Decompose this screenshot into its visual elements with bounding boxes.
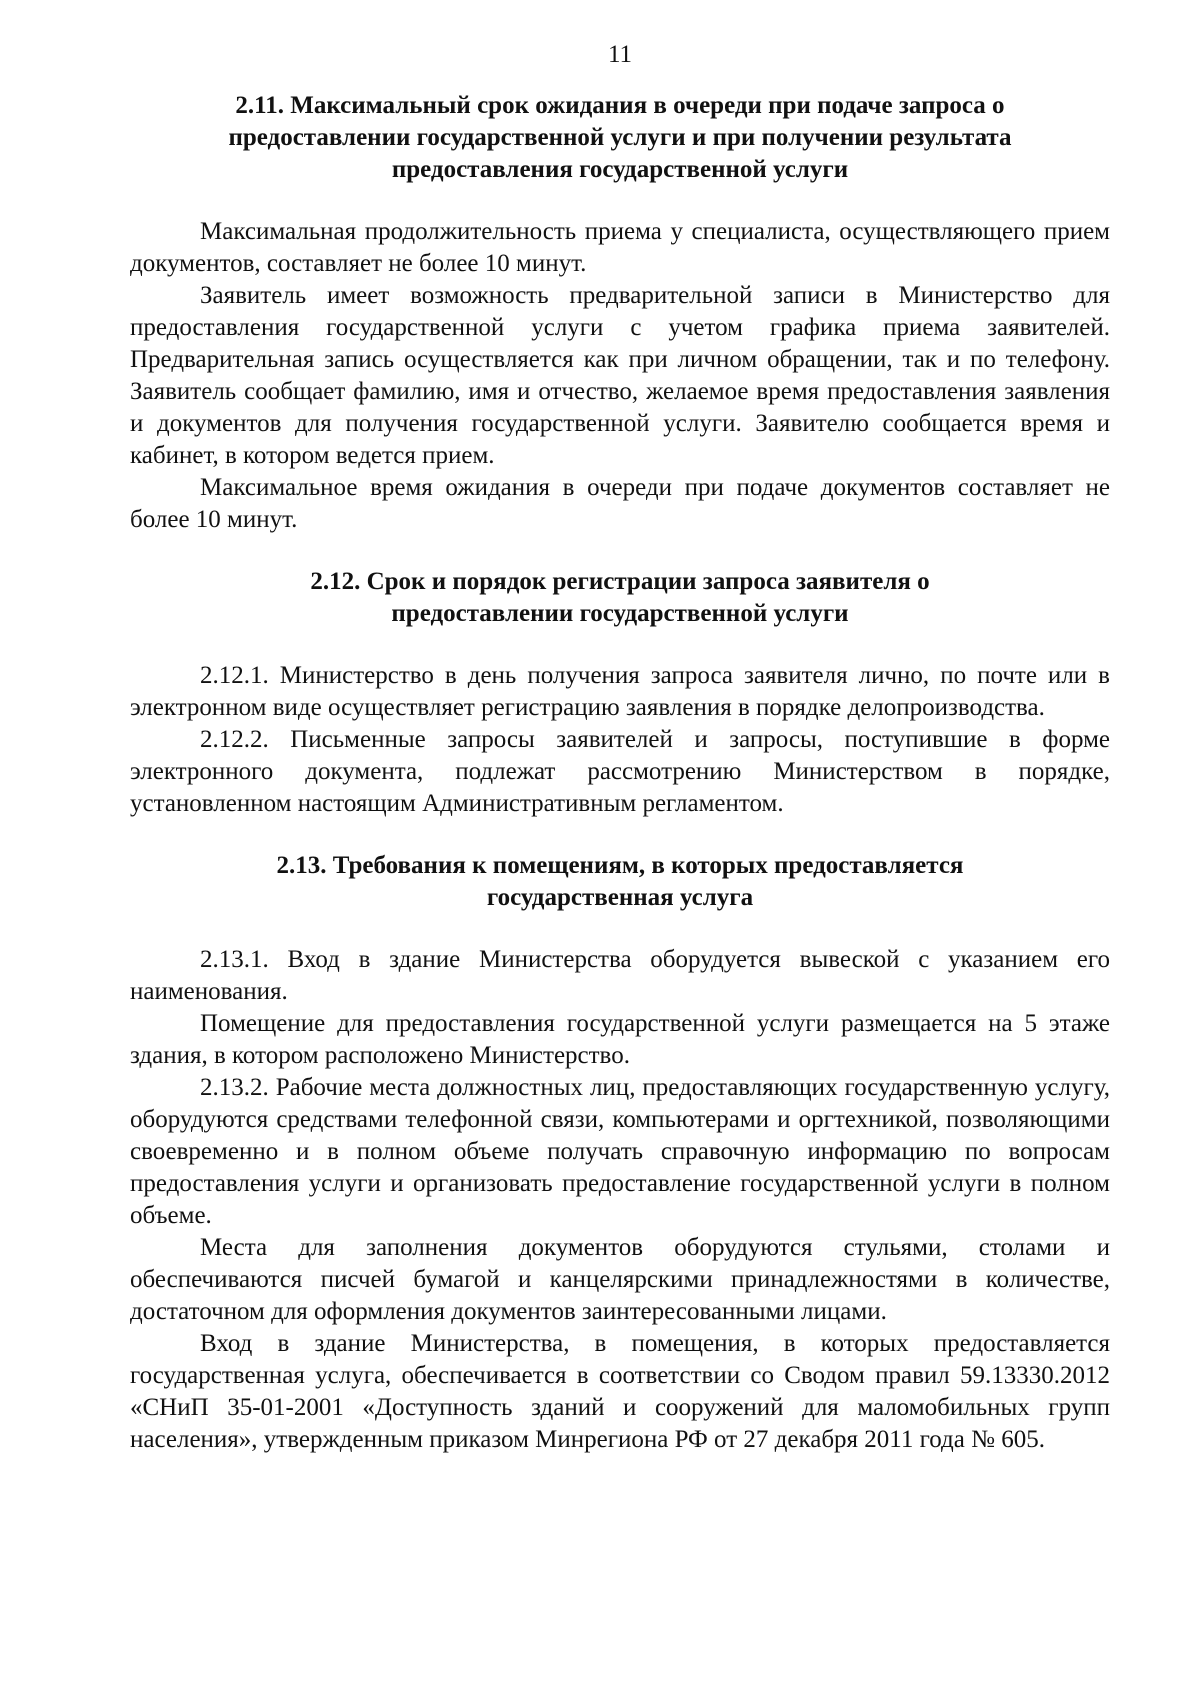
paragraph: Максимальная продолжительность приема у специалиста, осуществляющего прием документов, составляет не более 10 минут. [130, 218, 1110, 277]
heading-line: 2.13. Требования к помещениям, в которых предоставляется [276, 852, 964, 879]
section-2-12 [130, 566, 1110, 820]
paragraph: Вход в здание Министерства, в помещения, в которых предоставляется государственная услуга, обеспечивается в соответствии со Сводом правил 59.13330.2012 «СНиП 35-01-2001 «Доступность зданий и сооружений для маломобильных групп населения», утвержденным приказом Минрегиона РФ от 27 декабря 2011 года № 605. [130, 1330, 1110, 1453]
heading-line: 2.11. Максимальный срок ожидания в очереди при подаче запроса о [235, 92, 1005, 119]
paragraph: Заявитель имеет возможность предварительной записи в Министерство для предоставления государственной услуги с учетом графика приема заявителей. Предварительная запись осуществляется как при личном обращении, так и по телефону. Заявитель сообщает фамилию, имя и отчество, желаемое время предоставления заявления и документов для получения государственной услуги. Заявителю сообщается время и кабинет, в котором ведется прием. [130, 282, 1110, 469]
paragraph: 2.12.1. Министерство в день получения запроса заявителя лично, по почте или в электронном виде осуществляет регистрацию заявления в порядке делопроизводства. [130, 662, 1110, 721]
section-2-13 [130, 850, 1110, 1456]
section-2-11 [130, 90, 1110, 536]
paragraph: Максимальное время ожидания в очереди при подаче документов составляет не более 10 минут. [130, 474, 1110, 533]
heading-line: государственная услуга [486, 884, 754, 911]
page-number: 11 [607, 41, 633, 68]
paragraph: 2.13.2. Рабочие места должностных лиц, предоставляющих государственную услугу, оборудуются средствами телефонной связи, компьютерами и оргтехникой, позволяющими своевременно и в полном объеме получать справочную информацию по вопросам предоставления услуги и организовать предоставление государственной услуги в полном объеме. [130, 1074, 1110, 1229]
document-page [130, 40, 1110, 1486]
section-heading [130, 90, 1110, 186]
paragraph: Помещение для предоставления государственной услуги размещается на 5 этаже здания, в котором расположено Министерство. [130, 1010, 1110, 1069]
section-heading [130, 850, 1110, 914]
heading-line: предоставления государственной услуги [391, 156, 849, 183]
section-heading [130, 566, 1110, 630]
paragraph: 2.13.1. Вход в здание Министерства оборудуется вывеской с указанием его наименования. [130, 946, 1110, 1005]
heading-line: предоставлении государственной услуги [391, 600, 849, 627]
paragraph: Места для заполнения документов оборудуются стульями, столами и обеспечиваются писчей бумагой и канцелярскими принадлежностями в количестве, достаточном для оформления документов заинтересованными лицами. [130, 1234, 1110, 1325]
heading-line: предоставлении государственной услуги и при получении результата [228, 124, 1012, 151]
paragraph: 2.12.2. Письменные запросы заявителей и запросы, поступившие в форме электронного документа, подлежат рассмотрению Министерством в порядке, установленном настоящим Административным регламентом. [130, 726, 1110, 817]
heading-line: 2.12. Срок и порядок регистрации запроса заявителя о [310, 568, 930, 595]
